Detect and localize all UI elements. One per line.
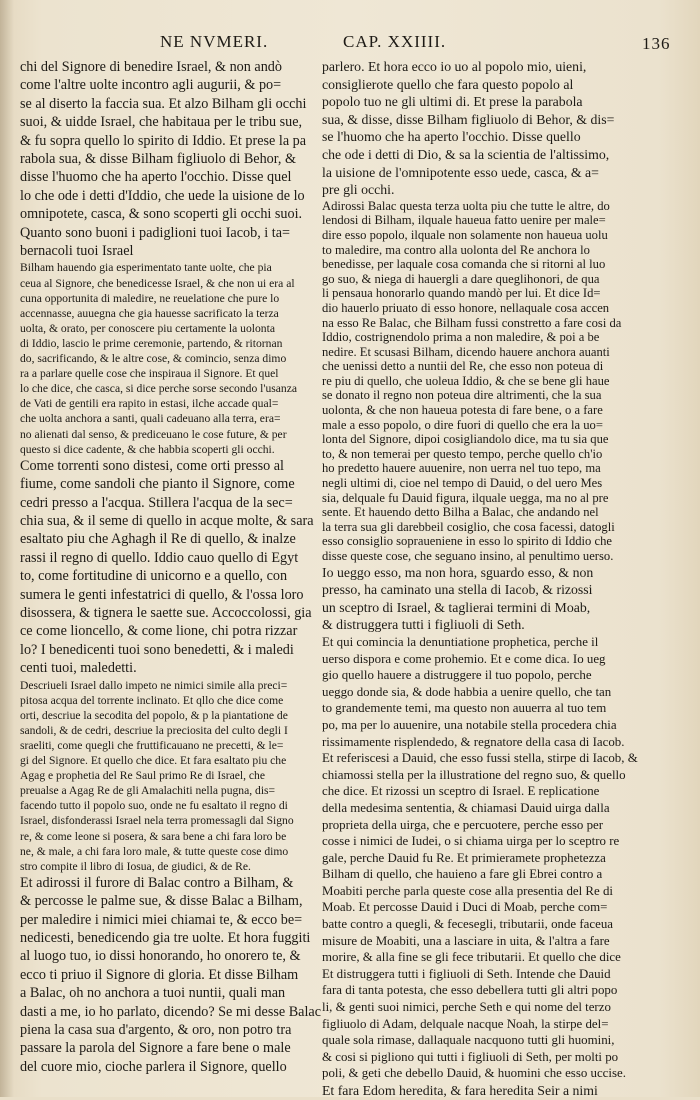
text-line: ra a parlare quelle cose che inspiraua il Signore. Et quel [20,367,279,381]
text-line: benedisse, per laquale cosa comanda che si ritorni al luo [322,257,606,272]
folio-number: 136 [642,34,671,53]
text-line: Iddio, costrignendolo prima a non maledire, & poi a be [322,330,600,345]
text-line: Et adirossi il furore di Balac contro a Bilham, & [20,874,294,891]
text-line: figliuolo di Adam, delquale nacque Noah, la stirpe del= [322,1016,609,1031]
text-line: nedire. Et scusasi Bilham, dicendo hauere anchora auanti [322,344,610,359]
text-line: sia, delquale fu Dauid figura, ilquale uegga, ma no al pre [322,490,609,505]
header-chapter: CAP. XXIIII. [343,32,447,51]
text-line: Descriueli Israel dallo impeto ne nimici simile alla preci= [20,678,288,692]
text-line: Et fara Edom heredita, & fara heredita Seir a nimi [322,1083,598,1098]
text-line: uerso dispora e come prohemio. Et e come dica. Io ueg [322,651,606,666]
text-line: rabola sua, & disse Bilham figliuolo di Behor, & [20,151,297,168]
text-line: pitosa acqua del torrente inclinato. Et qllo che dice come [20,693,284,707]
text-line: se al diserto la faccia sua. Et alzo Bilham gli occhi [20,95,307,112]
text-line: cosse i nimici de Iudei, o si chiama uirga per lo sceptro re [322,834,620,849]
text-line: ecco ti priuo il Signore di gloria. Et disse Bilham [20,966,299,983]
text-line: no alienati dal senso, & prediceuano le cose future, & per [20,427,287,441]
text-line: misure de Moabiti, una a lasciare in uita, & l'altra a fare [322,933,610,948]
running-header [0,28,700,56]
text-line: quale sola rimase, dallaquale nacquono tutti gli huomini, [322,1033,615,1048]
text-line: a Balac, oh no anchora a tuoi nuntii, quali man [20,985,286,1002]
text-line: to, & non temerai per questo tempo, perche quello ch'io [322,446,603,461]
text-line: orti, descriue la secodita del popolo, & p la piantatione de [20,708,288,722]
text-line: come l'altre uolte incontro agli augurii, & po= [20,77,282,94]
text-line: gio quello hauere a distruggere il tuo popolo, perche [322,668,592,683]
text-line: ne, & male, a chi fara loro male, & tutte queste cose dimo [20,844,289,858]
text-line: lo che dice, che casca, si dice perche sorse secondo l'usanza [20,382,297,396]
text-line: presso, ha caminato una stella di Iacob, & rizossi [322,582,593,598]
text-line: rissimamente risplendedo, & regnatore della casa di Iacob. [322,734,625,749]
text-line: del cuore mio, cioche parlera il Signore, quello [20,1058,287,1075]
text-line: al luogo tuo, io dissi honorando, ho onorero te, & [20,948,301,965]
text-line: ho predetto hauere auuenire, non uerra nel tuo tepo, ma [322,461,601,476]
text-line: negli ultimi di, cioe nel tempo di Dauid, o del uero Mes [322,476,603,491]
text-line: Quanto sono buoni i padiglioni tuoi Iacob, i ta= [20,224,291,241]
text-line: & percosse le palme sue, & disse Balac a Bilham, [20,893,303,910]
text-line: uolta, & orato, per conoscere piu certamente la uolonta [20,321,275,335]
text-line: dire esso popolo, ilquale non solamente non haueua uolu [322,227,608,242]
text-line: omnipotete, casca, & sono scoperti gli occhi suoi. [20,206,303,223]
text-line: di Iddio, lascio le prime ceremonie, partendo, & ritornan [20,336,283,350]
text-line: lo? I benedicenti tuoi sono benedetti, & i maledi [20,641,294,658]
text-line: disse queste cose, che seguano insino, al penultimo uerso. [322,549,614,563]
text-line: che ode i detti di Dio, & sa la scientia de l'altissimo, [322,146,610,162]
header-book-title: NE NVMERI. [160,32,269,51]
text-line: che dice. Et rizossi un sceptro di Israel. E replicatione [322,784,600,799]
text-line: bernacoli tuoi Israel [20,243,134,260]
text-line: chiamossi stella per la illustratione del regno suo, & quello [322,767,626,782]
text-line: Io ueggo esso, ma non hora, sguardo esso, & non [322,564,594,580]
text-line: uolonta, & che non haueua potesta di fare bene, o a fare [322,403,603,418]
text-line: ceua al Signore, che benedicesse Israel, & che non ui era al [20,276,295,290]
text-line: batte contro a quegli, & fecesegli, tributarii, onde faceua [322,917,613,932]
text-line: popolo tuo ne gli ultimi di. Et prese la parabola [322,94,583,110]
text-line: li pensaua honorarlo quando mandò per lui. Et dice Id= [322,286,601,301]
text-line: & cosi si pigliono qui tutti i figliuoli di Seth, per molti po [322,1049,619,1064]
text-line: Bilham hauendo gia esperimentato tante uolte, che pia [20,261,272,275]
text-line: se l'huomo che ha aperto l'occhio. Disse quello [322,129,581,145]
text-line: & distruggera tutti i figliuoli di Seth. [322,617,525,633]
text-line: sente. Et hauendo detto Bilha a Balac, che andando nel [322,505,599,520]
gutter-shadow [0,0,14,1097]
text-line: fara di tanta potesta, che esso debellera tutti gli altri popo [322,983,618,998]
text-line: la terra sua gli darebbeil cosiglio, che cosa facessi, datogli [322,519,615,534]
text-line: male a esso popolo, o dire fuori di quello che era la uo= [322,417,603,432]
text-line: se donato il regno non poteua dire altrimenti, che la sua [322,388,602,403]
text-line: de Vati de gentili era rapito in estasi, ilche accade qual= [20,397,279,411]
text-line: disse l'huomo che ha aperto l'occhio. Disse quel [20,169,292,186]
text-line: lendosi di Bilham, ilquale haueua fatto uenire per male= [322,213,606,228]
text-line: un sceptro di Israel, & taglierai termini di Moab, [322,599,591,615]
text-line: sua, & disse, disse Bilham figliuolo di Behor, & dis= [322,111,615,127]
text-line: re piu di quello, che uoleua Iddio, & che se bene gli haue [322,373,610,388]
text-line: Adirossi Balac questa terza uolta piu che tutte le altre, do [322,198,610,213]
text-line: accennasse, auuegna che gia hauesse sacrificato la terza [20,306,279,320]
text-line: lo che ode i detti d'Iddio, che uede la uisione de lo [20,187,305,204]
text-line: po, ma per lo auuenire, una notabile stella procedera chia [322,717,617,732]
text-line: sumera le genti infestatrici di quello, & l'ossa loro [20,586,304,603]
text-line: questo si dice cadente, & che habbia scoperti gli occhi. [20,442,275,456]
text-line: li, & genti suoi nimici, perche Seth e qui nome del terzo [322,1000,611,1015]
text-line: re, & come leone si posera, & sara bene a chi fara loro be [20,829,287,843]
text-line: ce come lioncello, & come lione, chi potra rizzar [20,623,298,640]
text-line: gale, perche Dauid fu Re. Et primieramete prophetezza [322,850,606,865]
text-line: consiglierote quello che fara questo popolo al [322,76,574,92]
text-line: sraeliti, come quegli che fruttificauano ne precetti, & le= [20,738,284,752]
text-line: della medesima sententia, & chiamasi Dauid uirga dalla [322,800,610,815]
right-text-column [322,58,682,1098]
text-line: poli, & geti che debello Dauid, & huomini che esso uccise. [322,1066,626,1081]
text-line: gi del Signore. Et quello che dice. Et fara esaltato piu che [20,754,287,768]
text-line: morire, & alla fine se gli fece tributarii. Et quello che dice [322,950,621,965]
text-line: che uenissi detto a nuntii del Re, che esso non poteua di [322,359,604,374]
text-line: & fu sopra quello lo spirito di Iddio. Et prese la pa [20,132,307,149]
text-line: preualse a Agag Re de gli Amalachiti nella pugna, dis= [20,784,276,798]
text-line: rassi il regno di quello. Iddio cauo quello di Egyt [20,549,299,566]
text-line: esso consiglio sopraueniene in esso lo spirito di Iddio che [322,534,612,549]
text-line: to maledire, ma contro alla uolonta del Re anchora lo [322,242,590,257]
text-line: cuna opportunita di maledire, ne reuelatione che pure lo [20,291,280,305]
left-text-column [20,58,321,1088]
text-line: do, sacrificando, & le altre cose, & comincio, senza dimo [20,352,287,366]
text-line: na esso Re Balac, che Bilham fussi constretto a fare cosi da [322,315,622,330]
text-line: centi tuoi, maledetti. [20,660,137,677]
text-line: Et distruggera tutti i figliuoli di Seth. Intende che Dauid [322,966,611,981]
text-line: suoi, & uidde Israel, che habitaua per le tribu sue, [20,114,303,131]
text-line: chi del Signore di benedire Israel, & non andò [20,59,282,75]
text-line: la uisione de l'omnipotente esso uede, casca, & a= [322,164,599,180]
text-line: piena la casa sua d'argento, & oro, non potro tra [20,1022,292,1039]
text-line: chia sua, & il seme di quello in acque molte, & sara [20,512,314,529]
text-line: disossera, & tignera le saette sue. Accoccolossi, gia [20,604,312,621]
text-line: esaltato piu che Aghagh il Re di quello, & inalze [20,531,296,548]
text-line: dasti a me, io ho parlato, dicendo? Se mi desse Balac [20,1003,321,1020]
text-line: Israel, disfonderassi Israel nela terra promessagli dal Signo [20,814,294,828]
text-line: pre gli occhi. [322,182,395,198]
text-line: ueggo donde sia, & dode habbia a uenire quello, che tan [322,684,612,699]
text-line: dio hauerlo priuato di esso honore, nellaquale cosa accen [322,300,610,315]
text-line: to, come fortitudine di unicorno e a quello, con [20,568,288,585]
text-line: facendo tutto il popolo suo, onde ne fu esaltato il regno di [20,799,288,813]
text-line: passare la parola del Signore a fare bene o male [20,1040,291,1057]
text-line: nedicesti, benedicendo gia tre uolte. Et hora fuggiti [20,930,311,946]
text-line: fiume, come sandoli che pianto il Signore, come [20,476,295,493]
text-line: proprieta della uirga, che e percuotere, perche esso per [322,817,604,832]
text-line: Et qui comincia la denuntiatione prophetica, perche il [322,634,599,649]
text-line: Agag e prophetia del Re Saul primo Re di Israel, che [20,769,266,783]
text-line: per maledire i nimici miei chiamai te, & ecco be= [20,911,303,928]
text-line: to grandemente temi, ma questo non auuerra al tuo tem [322,701,607,716]
text-line: sandoli, & de cedri, descriue la preciosita del culto degli I [20,723,288,737]
text-line: Et referiscesi a Dauid, che esso fussi stella, stirpe di Iacob, & [322,751,638,766]
text-line: Moab. Et percosse Dauid i Duci di Moab, perche com= [322,900,608,915]
text-line: go suo, & niega di hauergli a dare queglihonori, de qua [322,271,600,286]
text-line: cedri presso a l'acqua. Stillera l'acqua de la sec= [20,494,293,511]
text-line: parlero. Et hora ecco io uo al popolo mio, uieni, [322,59,587,74]
text-line: stro compite il libro di Iosua, de giudici, & de Re. [20,859,251,873]
text-line: che uolta anchora a santi, quali cadeuano alla terra, era= [20,412,281,426]
text-line: lonta del Signore, dipoi cosigliandolo dice, ma tu sia que [322,432,609,447]
text-line: Come torrenti sono distesi, come orti presso al [20,457,284,474]
text-line: Moabiti perche parla queste cose alla presentia del Re di [322,883,613,898]
text-line: Bilham di quello, che hauieno a fare gli Ebrei contro a [322,867,603,882]
